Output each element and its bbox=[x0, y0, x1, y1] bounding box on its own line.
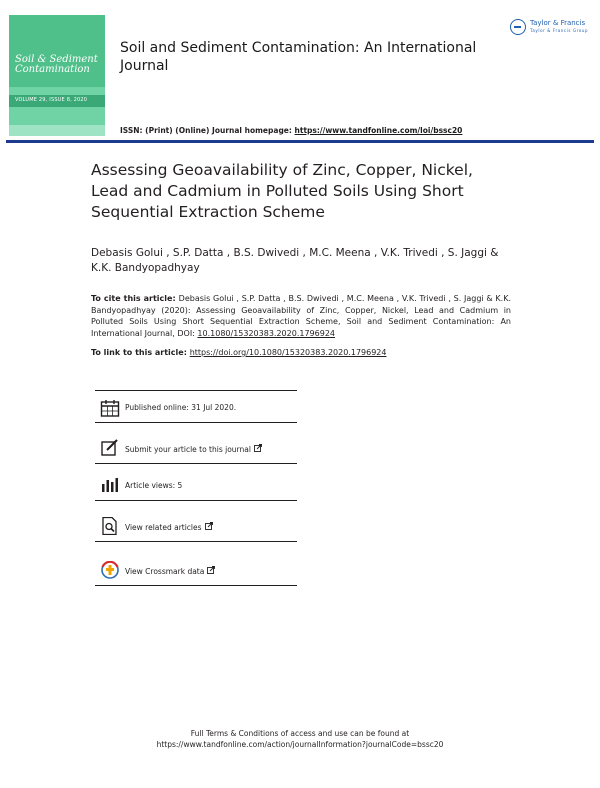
cover-title: Soil & Sediment Contamination bbox=[15, 54, 98, 75]
article-authors: Debasis Golui , S.P. Datta , B.S. Dwivedi , M.C. Meena , V.K. Trivedi , S. Jaggi & K.K. Bandyopadhyay bbox=[91, 247, 499, 274]
external-link-icon bbox=[254, 444, 262, 452]
citation-label: To cite this article: bbox=[91, 294, 179, 303]
calendar-icon bbox=[100, 399, 120, 417]
submit-article-link[interactable] bbox=[125, 444, 262, 454]
header-divider bbox=[6, 140, 594, 143]
crossmark-icon bbox=[100, 561, 120, 579]
bar-chart-icon bbox=[100, 476, 120, 494]
footer-terms-text: Full Terms & Conditions of access and use can be found at bbox=[190, 729, 410, 738]
external-link-icon bbox=[207, 566, 215, 574]
article-link-line bbox=[91, 348, 387, 357]
document-search-icon bbox=[100, 517, 120, 535]
related-articles-row[interactable] bbox=[95, 505, 297, 542]
article-views: Article views: 5 bbox=[125, 481, 183, 490]
submit-article-row[interactable] bbox=[95, 427, 297, 464]
crossmark-label: View Crossmark data bbox=[125, 567, 205, 576]
issn-line bbox=[120, 126, 462, 135]
footer-terms-link[interactable]: https://www.tandfonline.com/action/journalInformation?journalCode=bssc20 bbox=[156, 740, 444, 749]
doi-link[interactable]: 10.1080/15320383.2020.1796924 bbox=[197, 328, 335, 338]
publisher-name: Taylor & Francis bbox=[530, 19, 586, 27]
article-title: Assessing Geoavailability of Zinc, Copper, Nickel, Lead and Cadmium in Polluted Soils Using Short Sequential Extraction Scheme bbox=[91, 161, 473, 221]
issn-prefix: ISSN: (Print) (Online) Journal homepage: bbox=[120, 126, 295, 135]
journal-cover-image[interactable] bbox=[9, 15, 105, 136]
published-date: Published online: 31 Jul 2020. bbox=[125, 403, 237, 412]
publisher-logo-icon bbox=[510, 19, 526, 35]
citation-text: Debasis Golui , S.P. Datta , B.S. Dwivedi , M.C. Meena , V.K. Trivedi , S. Jaggi & K.K. Bandyopadhyay (2020): Assessing Geoavailability of Zinc, Copper, Nickel, Lead and Cadmium in Polluted Soils Using Short Sequential Extraction Scheme, Soil and Sediment Contamination: An International Journal, DOI: bbox=[91, 294, 511, 338]
crossmark-row[interactable] bbox=[95, 549, 297, 586]
cover-issue: VOLUME 29, ISSUE 8, 2020 bbox=[15, 97, 88, 103]
publisher-sub: Taylor & Francis Group bbox=[530, 28, 589, 33]
footer bbox=[100, 728, 500, 750]
link-label: To link to this article: bbox=[91, 348, 190, 357]
journal-homepage-link[interactable]: https://www.tandfonline.com/loi/bssc20 bbox=[294, 126, 463, 135]
external-link-icon bbox=[205, 522, 213, 530]
publisher-logo bbox=[510, 17, 592, 39]
pencil-edit-icon bbox=[100, 439, 120, 457]
related-articles-link[interactable] bbox=[125, 522, 213, 532]
published-row bbox=[95, 390, 297, 423]
citation-block bbox=[91, 293, 511, 339]
submit-article-label: Submit your article to this journal bbox=[125, 445, 251, 454]
crossmark-link[interactable] bbox=[125, 566, 215, 576]
journal-title: Soil and Sediment Contamination: An International Journal bbox=[120, 40, 477, 74]
article-views-row bbox=[95, 464, 297, 501]
cover-top-panel bbox=[9, 15, 105, 87]
related-articles-label: View related articles bbox=[125, 523, 202, 532]
article-doi-url[interactable]: https://doi.org/10.1080/15320383.2020.1796924 bbox=[189, 348, 387, 357]
cover-band bbox=[9, 125, 105, 136]
